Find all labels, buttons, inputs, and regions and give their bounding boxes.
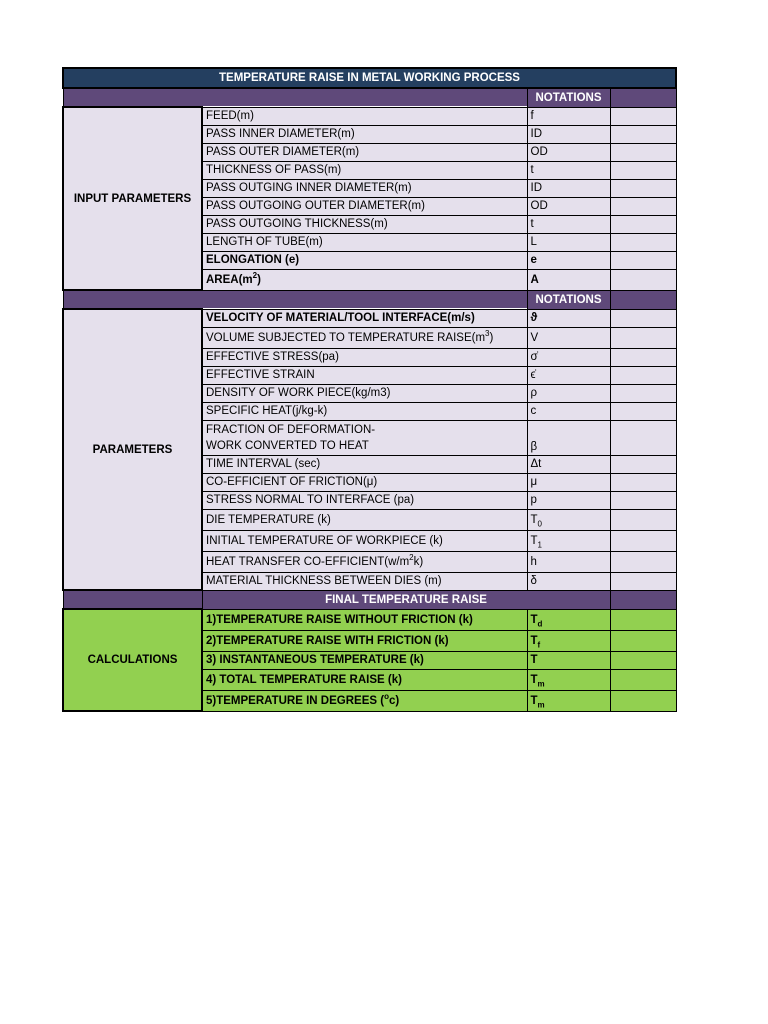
row-name-text: 3) INSTANTANEOUS TEMPERATURE (k)	[206, 654, 424, 666]
symbol-text: T	[530, 654, 538, 666]
row-name-text: PASS INNER DIAMETER(m)	[206, 128, 355, 140]
value-input-cell[interactable]	[610, 473, 676, 491]
symbol-text: L	[530, 236, 537, 248]
notation-cell	[527, 179, 610, 197]
parameter-name-cell	[202, 143, 527, 161]
table-row	[63, 309, 676, 327]
value-input-cell[interactable]	[610, 269, 676, 290]
symbol-sub: d	[537, 618, 543, 628]
parameter-name-cell	[202, 125, 527, 143]
notation-cell	[527, 161, 610, 179]
symbol-text: T	[530, 673, 538, 686]
row-name-text: FEED(m)	[206, 110, 254, 122]
notation-cell	[527, 690, 610, 711]
row-name-tail: c)	[388, 694, 400, 707]
row-name-sup: 2	[252, 270, 258, 280]
symbol-text: c	[530, 405, 537, 417]
row-name-text: ELONGATION (e)	[206, 254, 300, 266]
header-spacer	[63, 290, 527, 309]
symbol-text: ID	[530, 182, 542, 194]
parameter-name-cell	[202, 384, 527, 402]
row-name-text: 2)TEMPERATURE RAISE WITH FRICTION (k)	[206, 634, 449, 647]
row-name-text: 4) TOTAL TEMPERATURE RAISE (k)	[206, 673, 402, 686]
value-input-cell[interactable]	[610, 215, 676, 233]
table-row	[63, 107, 676, 125]
table-row	[63, 609, 676, 630]
parameter-name-cell	[202, 572, 527, 590]
sheet-title: TEMPERATURE RAISE IN METAL WORKING PROCESS	[63, 68, 676, 88]
symbol-text: ρ	[530, 387, 538, 399]
symbol-text: T	[530, 513, 538, 526]
parameter-name-cell	[202, 179, 527, 197]
row-name-text: PASS OUTER DIAMETER(m)	[206, 146, 360, 158]
symbol-sub: m	[537, 699, 545, 709]
symbol-sub: 0	[537, 518, 542, 528]
parameter-name-cell	[202, 366, 527, 384]
row-name-text: PASS OUTGING INNER DIAMETER(m)	[206, 182, 412, 194]
parameter-name-cell	[202, 551, 527, 572]
notation-cell	[527, 348, 610, 366]
section-header-row	[63, 590, 676, 609]
row-name-tail: )	[257, 273, 261, 286]
value-input-cell[interactable]	[610, 651, 676, 669]
symbol-text: A	[530, 273, 539, 286]
symbol-text: e	[530, 254, 537, 266]
value-input-cell[interactable]	[610, 530, 676, 551]
value-input-cell[interactable]	[610, 143, 676, 161]
notations-header: NOTATIONS	[527, 88, 610, 107]
row-name-line2: WORK CONVERTED TO HEAT	[206, 439, 369, 452]
value-input-cell[interactable]	[610, 509, 676, 530]
value-input-cell[interactable]	[610, 197, 676, 215]
temperature-raise-sheet	[62, 67, 677, 712]
notation-cell	[527, 309, 610, 327]
notation-cell	[527, 669, 610, 690]
symbol-text: V	[530, 331, 539, 344]
notation-cell	[527, 530, 610, 551]
row-name-text: HEAT TRANSFER CO-EFFICIENT(w/m	[206, 555, 410, 568]
row-name-tail: )	[489, 331, 494, 344]
parameter-name-cell	[202, 309, 527, 327]
symbol-text: t	[530, 218, 534, 230]
symbol-text: σ̇	[530, 351, 538, 363]
row-name-sup: o	[384, 691, 389, 701]
notation-cell	[527, 251, 610, 269]
parameter-name-cell	[202, 530, 527, 551]
notation-cell	[527, 143, 610, 161]
notation-cell	[527, 473, 610, 491]
notation-cell	[527, 197, 610, 215]
notations-header: NOTATIONS	[527, 290, 610, 309]
notation-cell	[527, 125, 610, 143]
notation-cell	[527, 269, 610, 290]
symbol-text: T	[530, 613, 538, 626]
symbol-text: h	[530, 555, 537, 568]
notation-cell	[527, 366, 610, 384]
notation-cell	[527, 327, 610, 348]
symbol-sub: m	[537, 678, 545, 688]
symbol-text: T	[530, 534, 538, 547]
notation-cell	[527, 551, 610, 572]
notation-cell	[527, 572, 610, 590]
notation-cell	[527, 609, 610, 630]
notation-cell	[527, 384, 610, 402]
row-name-text: EFFECTIVE STRESS(pa)	[206, 351, 339, 363]
row-name-text: DIE TEMPERATURE (k)	[206, 513, 331, 526]
final-spacer-right	[610, 590, 676, 609]
symbol-text: μ	[530, 476, 538, 488]
parameter-name-cell	[202, 609, 527, 630]
value-input-cell[interactable]	[610, 161, 676, 179]
notation-cell	[527, 630, 610, 651]
notation-cell	[527, 107, 610, 125]
value-input-cell[interactable]	[610, 366, 676, 384]
row-name-text: 1)TEMPERATURE RAISE WITHOUT FRICTION (k)	[206, 613, 473, 626]
symbol-text: f	[530, 110, 534, 122]
value-input-cell[interactable]	[610, 233, 676, 251]
row-name-text: EFFECTIVE STRAIN	[206, 369, 315, 381]
header-blank	[610, 290, 676, 309]
value-input-cell[interactable]	[610, 630, 676, 651]
symbol-text: Δt	[530, 458, 542, 470]
row-name-text: AREA(m	[206, 273, 253, 286]
parameter-name-cell	[202, 509, 527, 530]
parameter-name-cell	[202, 327, 527, 348]
parameter-name-cell	[202, 630, 527, 651]
parameter-name-cell	[202, 455, 527, 473]
parameter-name-cell	[202, 215, 527, 233]
row-name-text: 5)TEMPERATURE IN DEGREES (	[206, 694, 385, 707]
row-name-sup: 2	[409, 552, 414, 562]
row-name-text: CO-EFFICIENT OF FRICTION(μ)	[206, 476, 378, 488]
symbol-sub: 1	[537, 539, 542, 549]
parameter-name-cell	[202, 197, 527, 215]
symbol-text: T	[530, 634, 538, 647]
row-name-text: LENGTH OF TUBE(m)	[206, 236, 323, 248]
notation-cell	[527, 651, 610, 669]
value-input-cell[interactable]	[610, 669, 676, 690]
notation-cell	[527, 420, 610, 455]
parameter-name-cell	[202, 269, 527, 290]
parameter-name-cell	[202, 233, 527, 251]
calculations-label: CALCULATIONS	[63, 609, 202, 711]
row-name-text: PASS OUTGOING OUTER DIAMETER(m)	[206, 200, 425, 212]
row-name-text: INITIAL TEMPERATURE OF WORKPIECE (k)	[206, 534, 443, 547]
parameter-name-cell	[202, 491, 527, 509]
row-name-text: FRACTION OF DEFORMATION-	[206, 423, 376, 436]
row-name-tail: k)	[413, 555, 424, 568]
symbol-text: β	[530, 440, 538, 453]
symbol-text: OD	[530, 200, 548, 212]
parameters-label: PARAMETERS	[63, 309, 202, 590]
row-name-text: MATERIAL THICKNESS BETWEEN DIES (m)	[206, 575, 442, 587]
parameter-name-cell	[202, 420, 527, 455]
row-name-text: VOLUME SUBJECTED TO TEMPERATURE RAISE(m	[206, 331, 486, 344]
parameter-name-cell	[202, 690, 527, 711]
header-spacer	[63, 88, 527, 107]
notation-cell	[527, 402, 610, 420]
row-name-text: STRESS NORMAL TO INTERFACE (pa)	[206, 494, 415, 506]
notation-cell	[527, 491, 610, 509]
symbol-text: p	[530, 494, 537, 506]
value-input-cell[interactable]	[610, 491, 676, 509]
value-input-cell[interactable]	[610, 251, 676, 269]
value-input-cell[interactable]	[610, 309, 676, 327]
value-input-cell[interactable]	[610, 384, 676, 402]
notation-cell	[527, 233, 610, 251]
parameter-name-cell	[202, 161, 527, 179]
parameter-name-cell	[202, 473, 527, 491]
value-input-cell[interactable]	[610, 572, 676, 590]
value-input-cell[interactable]	[610, 609, 676, 630]
final-spacer-left	[63, 590, 202, 609]
row-name-text: TIME INTERVAL (sec)	[206, 458, 321, 470]
value-input-cell[interactable]	[610, 420, 676, 455]
value-input-cell[interactable]	[610, 327, 676, 348]
symbol-text: T	[530, 694, 538, 707]
final-temperature-header: FINAL TEMPERATURE RAISE	[202, 590, 610, 609]
row-name-text: VELOCITY OF MATERIAL/TOOL INTERFACE(m/s)	[206, 312, 475, 324]
symbol-text: ϵ̇	[530, 369, 536, 381]
value-input-cell[interactable]	[610, 107, 676, 125]
value-input-cell[interactable]	[610, 125, 676, 143]
row-name-text: PASS OUTGOING THICKNESS(m)	[206, 218, 388, 230]
parameter-name-cell	[202, 651, 527, 669]
symbol-text: ID	[530, 128, 542, 140]
notation-cell	[527, 215, 610, 233]
input-parameters-label: INPUT PARAMETERS	[63, 107, 202, 290]
value-input-cell[interactable]	[610, 551, 676, 572]
symbol-text: OD	[530, 146, 548, 158]
value-input-cell[interactable]	[610, 179, 676, 197]
parameter-name-cell	[202, 402, 527, 420]
symbol-sub: f	[537, 639, 541, 649]
symbol-text: ϑ	[530, 312, 538, 324]
symbol-text: t	[530, 164, 534, 176]
row-name-text: DENSITY OF WORK PIECE(kg/m3)	[206, 387, 391, 399]
row-name-text: THICKNESS OF PASS(m)	[206, 164, 342, 176]
value-input-cell[interactable]	[610, 402, 676, 420]
symbol-text: δ	[530, 575, 537, 587]
row-name-sup: 3	[485, 328, 490, 338]
header-blank	[610, 88, 676, 107]
notation-cell	[527, 455, 610, 473]
parameter-name-cell	[202, 251, 527, 269]
section-header-row	[63, 290, 676, 309]
value-input-cell[interactable]	[610, 348, 676, 366]
value-input-cell[interactable]	[610, 455, 676, 473]
value-input-cell[interactable]	[610, 690, 676, 711]
parameter-name-cell	[202, 348, 527, 366]
parameter-name-cell	[202, 669, 527, 690]
parameter-name-cell	[202, 107, 527, 125]
notation-cell	[527, 509, 610, 530]
row-name-text: SPECIFIC HEAT(j/kg-k)	[206, 405, 328, 417]
